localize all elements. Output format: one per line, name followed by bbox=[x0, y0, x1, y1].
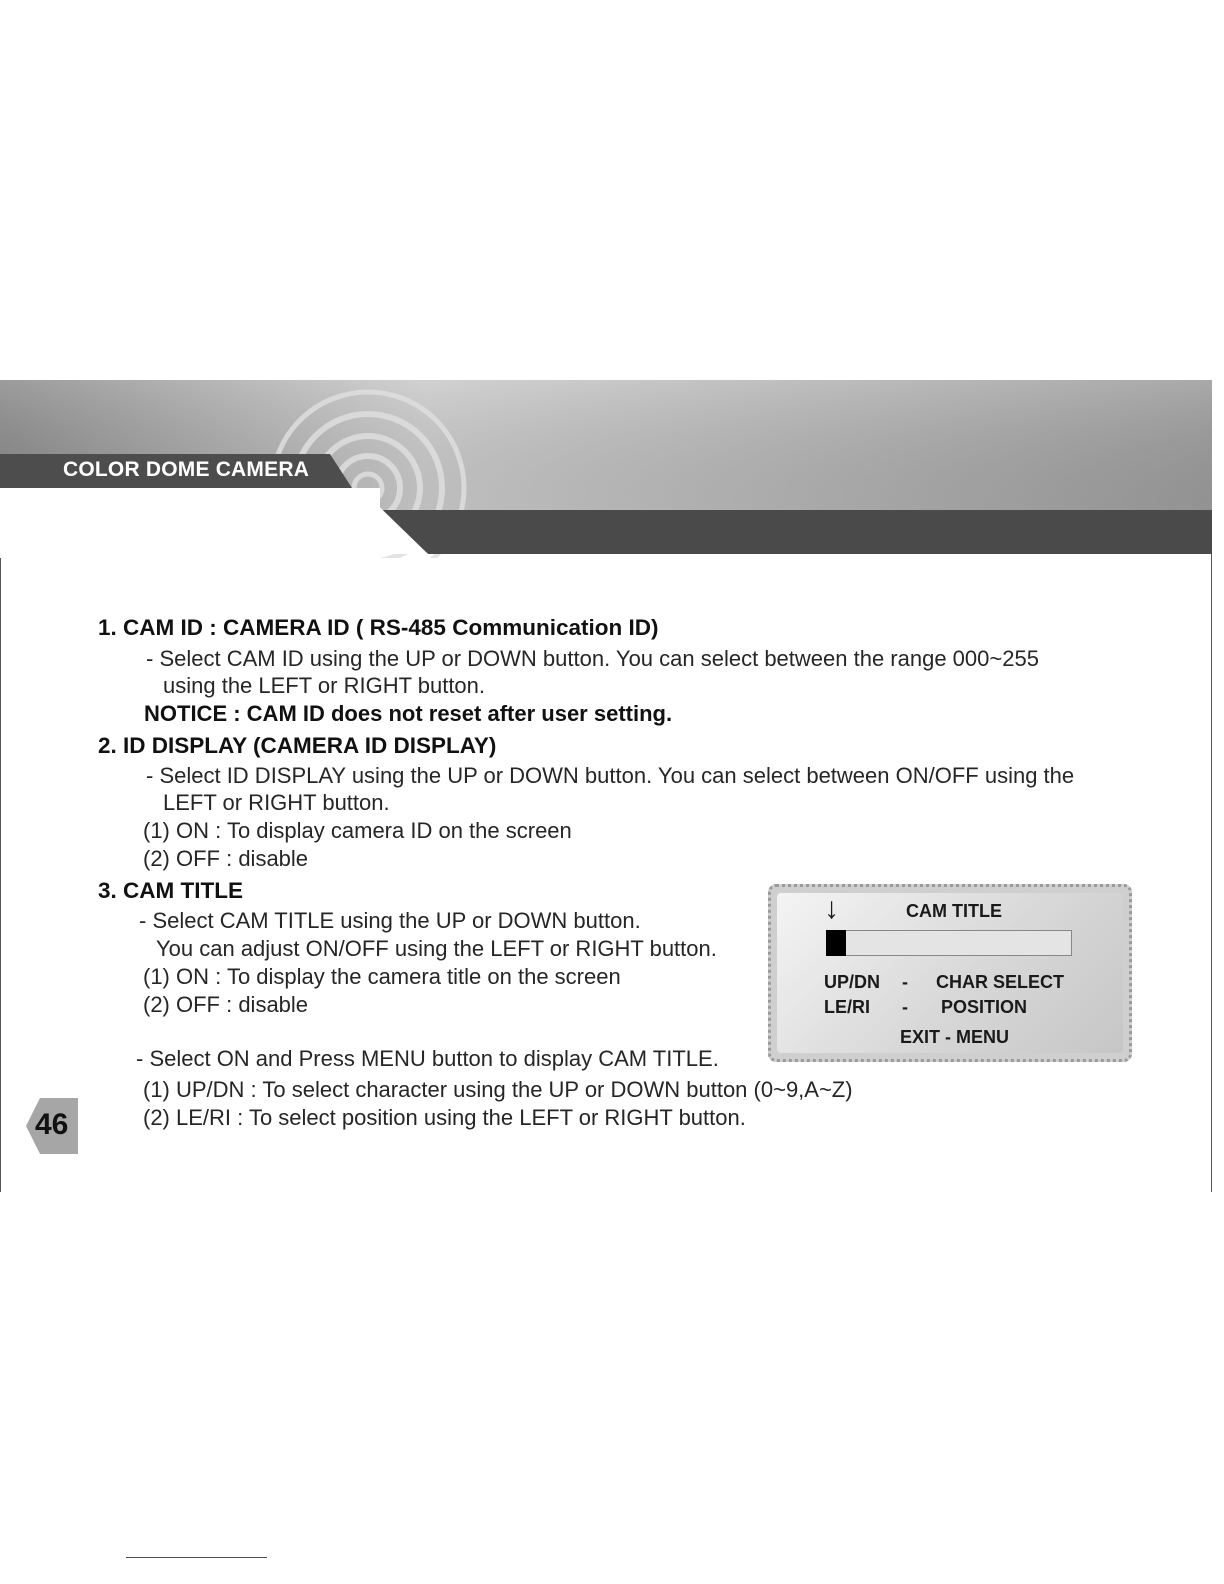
section2-item: (1) ON : To display camera ID on the screen bbox=[143, 818, 572, 843]
section3-line: You can adjust ON/OFF using the LEFT or RIGHT button. bbox=[156, 936, 717, 961]
section3-item: (1) UP/DN : To select character using the UP or DOWN button (0~9,A~Z) bbox=[143, 1077, 853, 1102]
section3-line: - Select CAM TITLE using the UP or DOWN button. bbox=[139, 908, 641, 933]
section3-item: (2) OFF : disable bbox=[143, 992, 309, 1017]
section3-item: (1) ON : To display the camera title on the screen bbox=[143, 964, 621, 989]
section1-line: using the LEFT or RIGHT button. bbox=[163, 673, 486, 698]
osd-exit: EXIT - MENU bbox=[900, 1027, 1010, 1047]
footer-rule bbox=[126, 1557, 267, 1558]
section3-heading: 3. CAM TITLE bbox=[98, 878, 243, 903]
osd-title: CAM TITLE bbox=[906, 901, 1002, 921]
osd-value: POSITION bbox=[941, 997, 1028, 1017]
section2-line: LEFT or RIGHT button. bbox=[163, 790, 390, 815]
section1-heading: 1. CAM ID : CAMERA ID ( RS-485 Communication ID) bbox=[98, 615, 659, 640]
section3-item: (2) LE/RI : To select position using the LEFT or RIGHT button. bbox=[143, 1105, 746, 1130]
osd-value: CHAR SELECT bbox=[936, 972, 1065, 992]
down-arrow-icon: ↓ bbox=[824, 892, 839, 925]
section2-line: - Select ID DISPLAY using the UP or DOWN button. You can select between ON/OFF using the bbox=[146, 763, 1075, 788]
osd-sep: - bbox=[902, 972, 908, 992]
osd-sep: - bbox=[902, 997, 908, 1017]
section1-line: - Select CAM ID using the UP or DOWN button. You can select between the range 000~255 bbox=[146, 646, 1039, 671]
osd-key: UP/DN bbox=[824, 972, 881, 992]
section2-heading: 2. ID DISPLAY (CAMERA ID DISPLAY) bbox=[98, 733, 497, 758]
osd-key: LE/RI bbox=[824, 997, 871, 1017]
section1-notice: NOTICE : CAM ID does not reset after user setting. bbox=[144, 701, 673, 726]
osd-cursor bbox=[826, 930, 846, 956]
section3-line: - Select ON and Press MENU button to display CAM TITLE. bbox=[136, 1046, 719, 1071]
osd-title-input-bar bbox=[826, 930, 1072, 956]
page-number: 46 bbox=[35, 1108, 69, 1141]
section2-item: (2) OFF : disable bbox=[143, 846, 309, 871]
header-title: COLOR DOME CAMERA bbox=[63, 458, 310, 481]
